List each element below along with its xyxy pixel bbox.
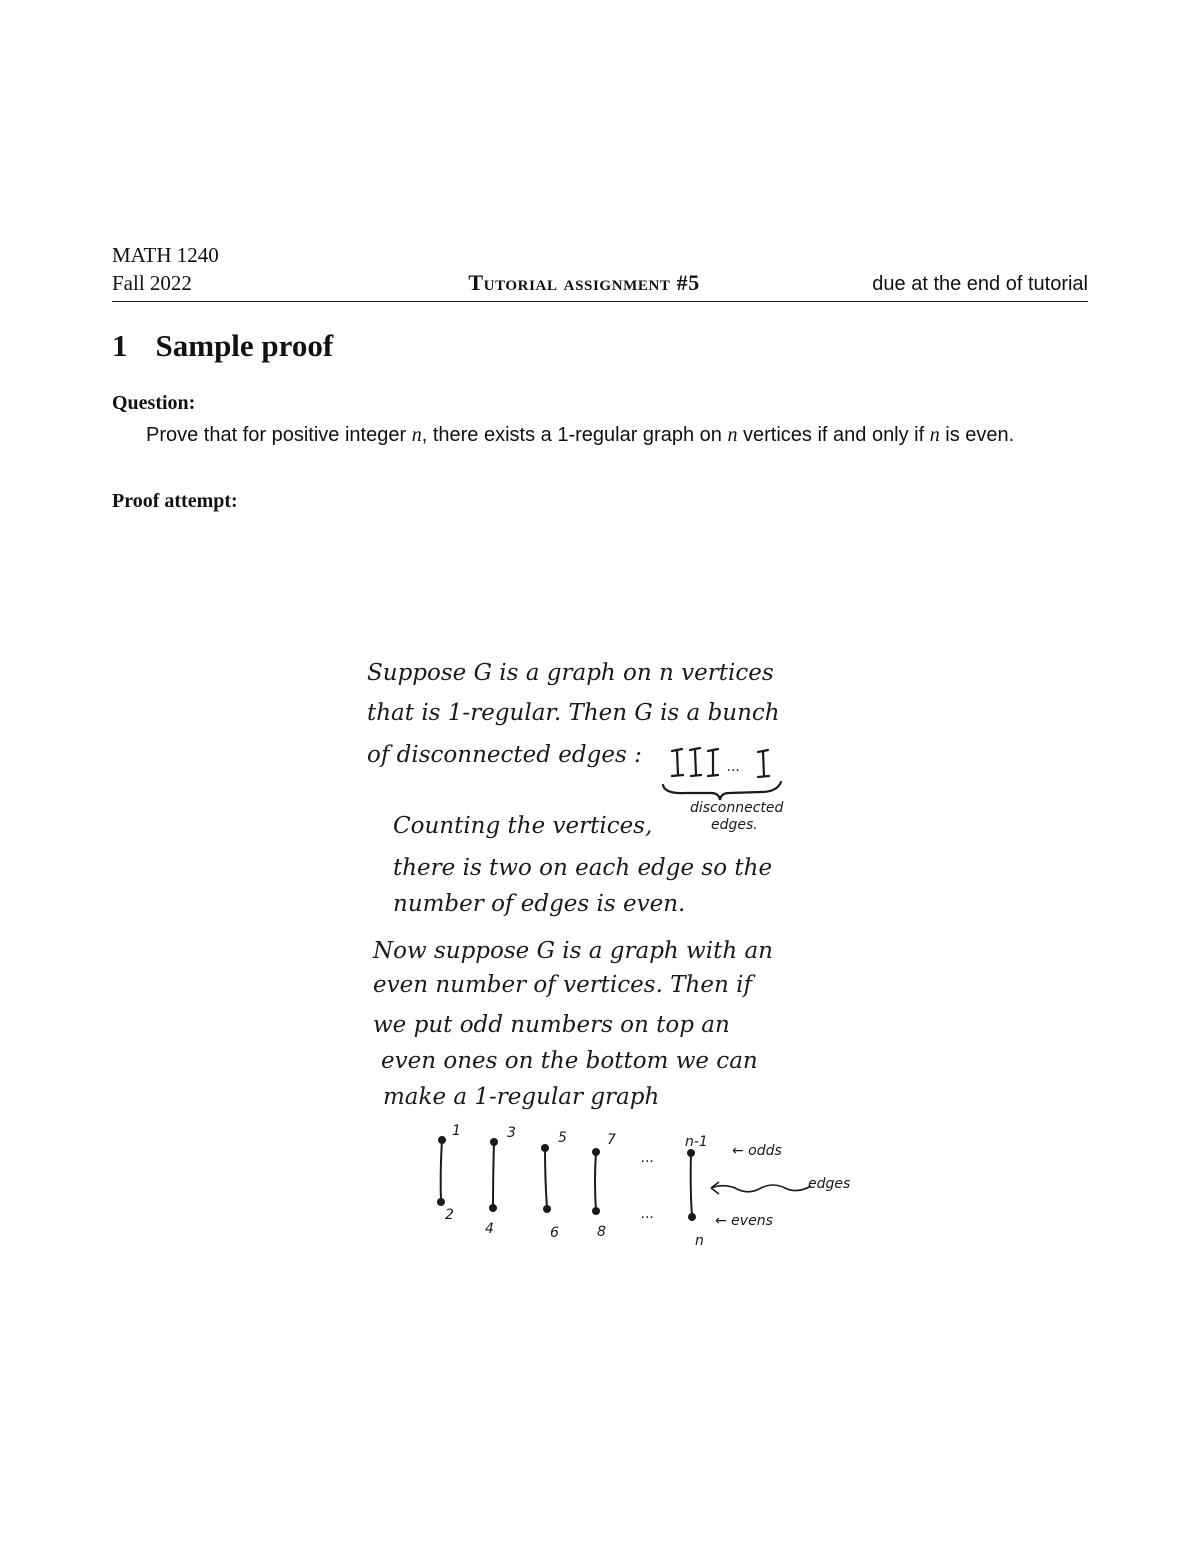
question-label: Question: <box>112 392 196 414</box>
proof-label: Proof attempt: <box>112 490 238 512</box>
edges-note: edges <box>808 1176 851 1192</box>
vertex-label-bottom: n <box>695 1233 704 1249</box>
hw-line-4: Counting the vertices, <box>393 813 653 839</box>
vertex <box>541 1144 549 1152</box>
question-text-part: , there exists a 1-regular graph on <box>421 424 728 446</box>
vertex <box>688 1213 696 1221</box>
vertex <box>438 1136 446 1144</box>
vertex-label-top: 5 <box>558 1130 567 1146</box>
section-heading <box>112 326 333 366</box>
handwritten-proof-svg <box>345 628 890 1322</box>
hw-line-3: of disconnected edges : <box>367 742 642 768</box>
vertex-label-bottom: 2 <box>445 1207 454 1223</box>
section-title: Sample proof <box>155 328 334 363</box>
question-text-part: vertices if and only if <box>737 424 930 446</box>
hw-line-11: make a 1-regular graph <box>383 1084 660 1110</box>
vertex-label-top: 1 <box>452 1123 461 1139</box>
vertex-label-top: 3 <box>507 1125 516 1141</box>
page-header <box>112 242 1088 302</box>
math-var-n: n <box>411 424 422 446</box>
edges-arrow <box>711 1182 811 1194</box>
graph-dots-bottom: ... <box>641 1206 655 1222</box>
vertex <box>592 1148 600 1156</box>
disconnected-edges-sketch <box>663 748 781 800</box>
math-var-n: n <box>929 424 940 446</box>
sketch-dots: ... <box>727 759 741 775</box>
hw-line-10: even ones on the bottom we can <box>381 1048 758 1074</box>
vertex <box>437 1198 445 1206</box>
hw-line-6: number of edges is even. <box>393 891 686 917</box>
vertex <box>543 1205 551 1213</box>
vertex-label-bottom: 8 <box>597 1224 606 1240</box>
vertex-label-top: n-1 <box>685 1134 708 1150</box>
question-text-part: is even. <box>939 424 1015 446</box>
math-var-n: n <box>727 424 738 446</box>
vertex <box>592 1207 600 1215</box>
brace-label-1: disconnected <box>690 800 784 816</box>
header-row <box>112 269 1088 302</box>
hw-line-9: we put odd numbers on top an <box>373 1012 730 1038</box>
section-number: 1 <box>112 328 128 363</box>
hw-line-5: there is two on each edge so the <box>393 855 773 881</box>
hw-line-8: even number of vertices. Then if <box>373 972 752 998</box>
odds-note: ← odds <box>732 1143 782 1159</box>
question-text <box>112 421 1088 449</box>
graph-dots-top: ... <box>641 1150 655 1166</box>
term: Fall 2022 <box>112 271 192 295</box>
vertex-label-top: 7 <box>607 1132 616 1148</box>
assignment-title: Tutorial assignment #5 <box>468 270 700 295</box>
hw-line-2: that is 1-regular. Then G is a bunch <box>367 700 780 726</box>
vertex <box>490 1138 498 1146</box>
brace-label-2: edges. <box>711 817 758 833</box>
vertex-label-bottom: 4 <box>485 1221 494 1237</box>
question-text-part: Prove that for positive integer <box>146 424 412 446</box>
graph-vertices <box>437 1136 696 1221</box>
hw-line-1: Suppose G is a graph on n vertices <box>367 660 774 686</box>
vertex <box>489 1204 497 1212</box>
vertex <box>687 1149 695 1157</box>
vertex-label-bottom: 6 <box>550 1225 559 1241</box>
evens-note: ← evens <box>715 1213 773 1229</box>
course-code: MATH 1240 <box>112 243 219 267</box>
due-note: due at the end of tutorial <box>872 273 1088 295</box>
handwritten-proof-scan <box>345 628 890 1322</box>
hw-line-7: Now suppose G is a graph with an <box>373 938 773 964</box>
